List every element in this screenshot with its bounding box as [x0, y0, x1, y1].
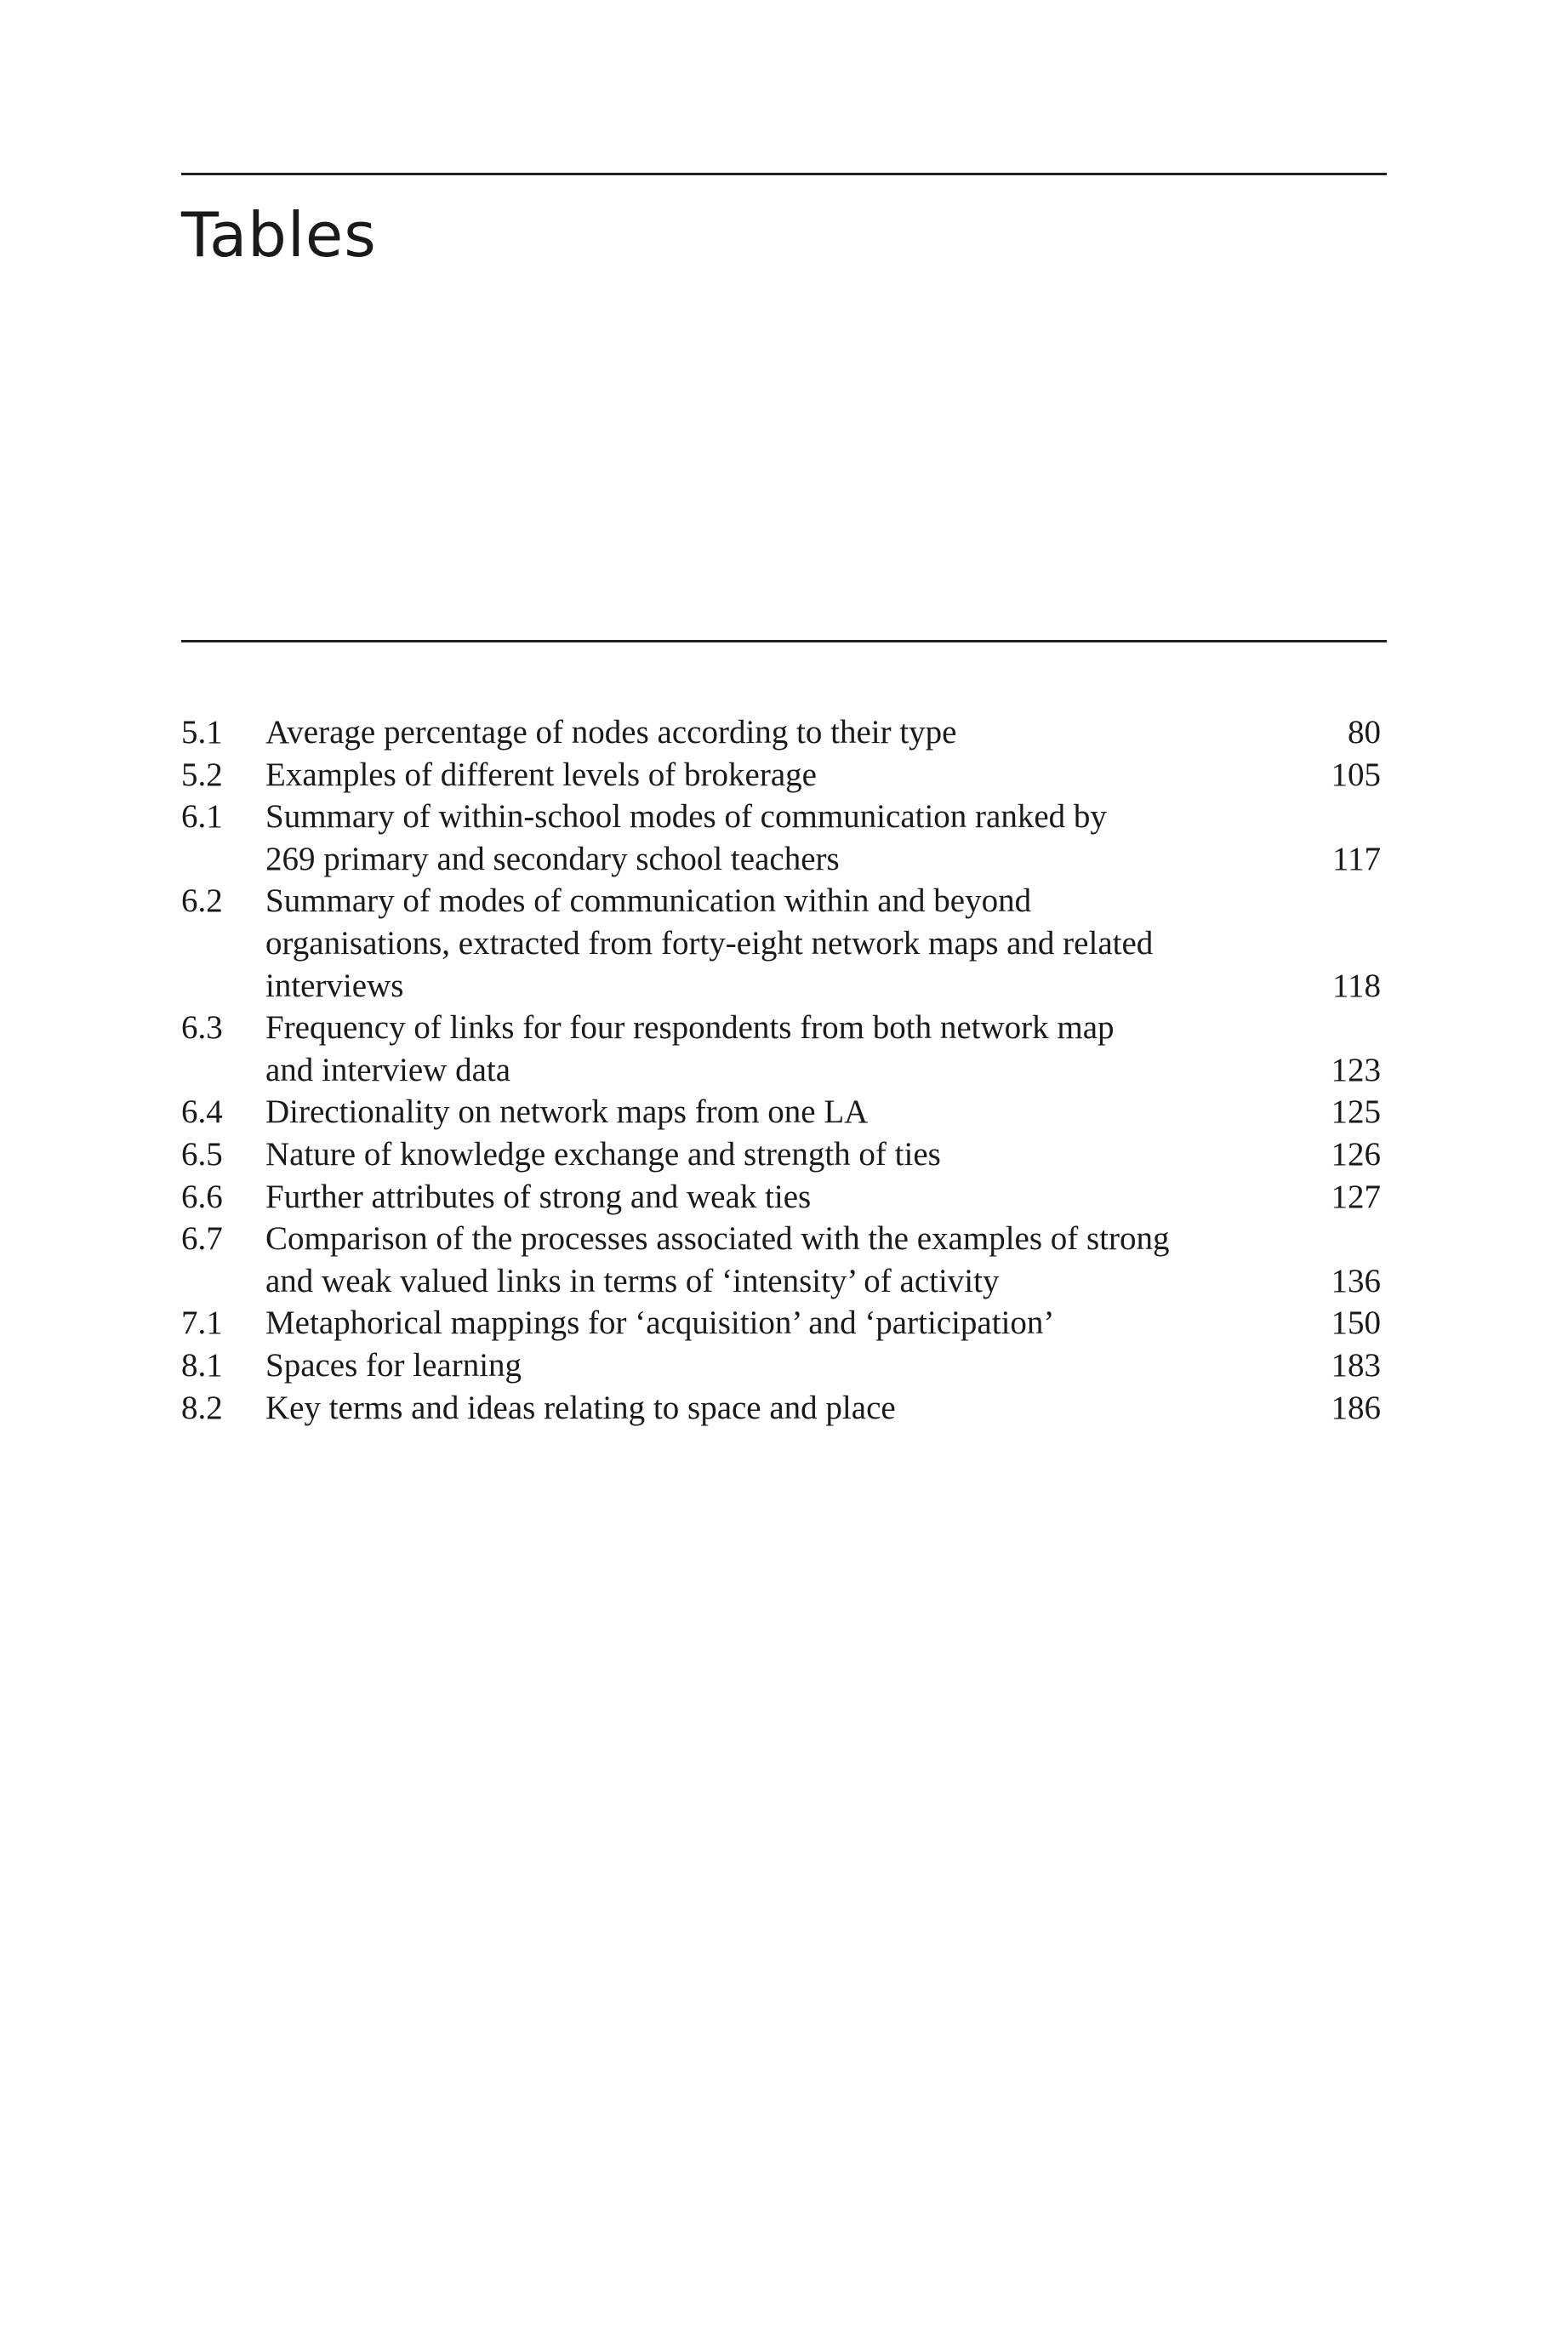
page-number: 126	[1331, 1135, 1381, 1173]
table-caption	[265, 1091, 1313, 1133]
table-list	[181, 711, 1381, 1429]
table-number: 6.1	[181, 798, 223, 836]
page-number: 118	[1331, 967, 1381, 1004]
table-caption	[265, 1133, 1313, 1176]
table-entry-5-1[interactable]	[181, 711, 1381, 754]
table-caption	[265, 1344, 1313, 1387]
table-caption	[265, 796, 1313, 880]
table-caption	[265, 1218, 1313, 1302]
page-number: 150	[1331, 1304, 1381, 1342]
table-number: 6.7	[181, 1220, 223, 1258]
table-number: 8.2	[181, 1389, 223, 1426]
table-entry-6-6[interactable]	[181, 1176, 1381, 1219]
page-number: 123	[1331, 1051, 1381, 1088]
page-number: 183	[1331, 1346, 1381, 1384]
table-number: 7.1	[181, 1304, 223, 1342]
page-number: 105	[1331, 756, 1381, 793]
caption-line: Frequency of links for four respondents from both network map	[265, 1009, 1115, 1047]
table-entry-6-5[interactable]	[181, 1133, 1381, 1176]
page-number: 127	[1331, 1178, 1381, 1215]
page-number: 186	[1331, 1389, 1381, 1426]
table-caption	[265, 1387, 1313, 1430]
table-entry-8-1[interactable]	[181, 1344, 1381, 1387]
table-entry-6-2[interactable]	[181, 880, 1381, 1007]
caption-line: 269 primary and secondary school teachers	[265, 840, 840, 877]
table-number: 6.2	[181, 882, 223, 920]
table-caption	[265, 1302, 1313, 1344]
table-entry-6-3[interactable]	[181, 1007, 1381, 1091]
caption-line: Summary of modes of communication within and beyond	[265, 882, 1032, 920]
table-number: 6.4	[181, 1093, 223, 1131]
caption-line: Directionality on network maps from one LA	[265, 1093, 869, 1131]
caption-line: interviews	[265, 967, 404, 1004]
table-number: 5.1	[181, 714, 223, 751]
page-number: 117	[1331, 840, 1381, 877]
table-caption	[265, 880, 1313, 1007]
page-title: Tables	[181, 199, 377, 271]
table-caption	[265, 711, 1313, 754]
caption-line: and interview data	[265, 1051, 511, 1088]
caption-line: Nature of knowledge exchange and strength of ties	[265, 1135, 941, 1173]
caption-line: Metaphorical mappings for ‘acquisition’ and ‘participation’	[265, 1304, 1055, 1342]
caption-line: Average percentage of nodes according to their type	[265, 714, 957, 751]
table-caption	[265, 754, 1313, 796]
caption-line: Comparison of the processes associated with the examples of strong	[265, 1220, 1170, 1258]
table-entry-8-2[interactable]	[181, 1387, 1381, 1430]
caption-line: Spaces for learning	[265, 1346, 522, 1384]
caption-line: and weak valued links in terms of ‘intensity’ of activity	[265, 1262, 1000, 1299]
page-number: 80	[1348, 714, 1381, 751]
page-number: 136	[1331, 1262, 1381, 1299]
caption-line: organisations, extracted from forty-eight network maps and related	[265, 924, 1154, 962]
table-number: 6.5	[181, 1135, 223, 1173]
table-caption	[265, 1007, 1313, 1091]
table-number: 8.1	[181, 1346, 223, 1384]
caption-line: Key terms and ideas relating to space and place	[265, 1389, 896, 1426]
table-number: 6.3	[181, 1009, 223, 1047]
table-entry-5-2[interactable]	[181, 754, 1381, 796]
caption-line: Examples of different levels of brokerage	[265, 756, 817, 793]
table-entry-6-7[interactable]	[181, 1218, 1381, 1302]
table-number: 6.6	[181, 1178, 223, 1215]
table-entry-6-1[interactable]	[181, 796, 1381, 880]
top-rule	[181, 173, 1387, 175]
caption-line: Further attributes of strong and weak ties	[265, 1178, 812, 1215]
table-caption	[265, 1176, 1313, 1219]
caption-line: Summary of within-school modes of communication ranked by	[265, 798, 1107, 836]
table-entry-6-4[interactable]	[181, 1091, 1381, 1133]
table-entry-7-1[interactable]	[181, 1302, 1381, 1344]
table-number: 5.2	[181, 756, 223, 793]
section-rule	[181, 640, 1387, 642]
page-number: 125	[1331, 1093, 1381, 1131]
